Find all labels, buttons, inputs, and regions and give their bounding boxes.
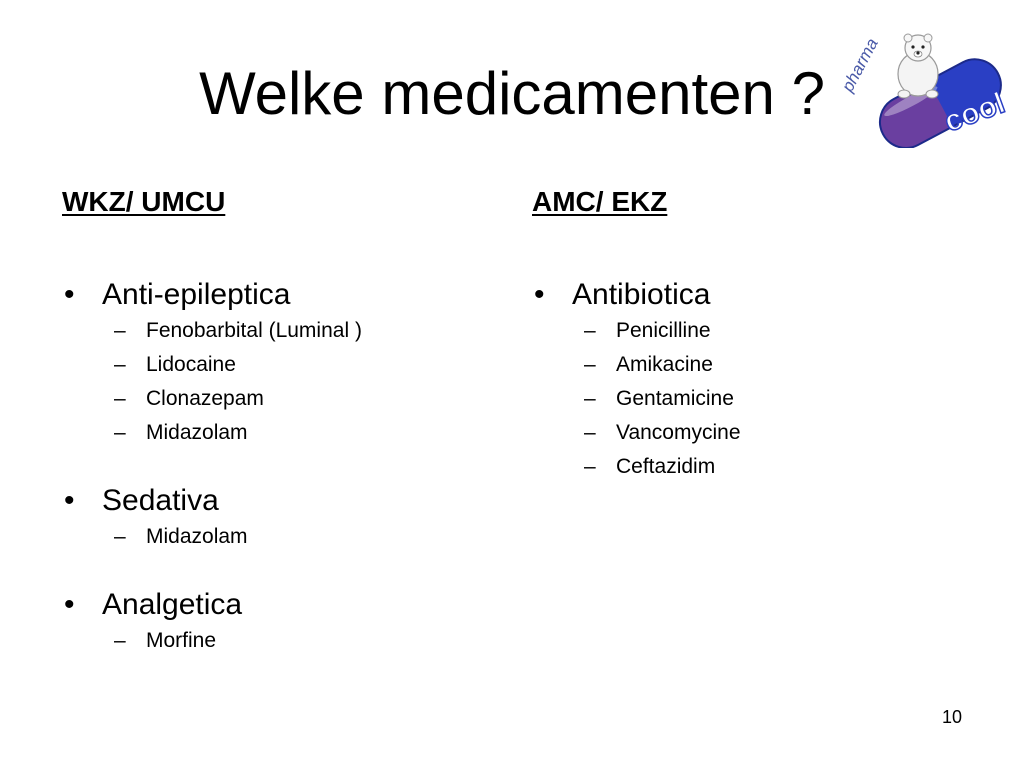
bullet-icon: • (64, 588, 75, 621)
dash-icon: – (114, 353, 126, 376)
dash-icon: – (114, 525, 126, 548)
group-anti-epileptica (62, 276, 362, 450)
list-item-label: Vancomycine (616, 421, 741, 444)
dash-icon: – (114, 629, 126, 652)
column-wkz-umcu (62, 184, 362, 690)
bullet-label: Sedativa (102, 484, 219, 517)
list-item-label: Lidocaine (146, 353, 236, 376)
sub-list (62, 520, 362, 554)
list-item-label: Gentamicine (616, 387, 734, 410)
bullet-icon: • (64, 278, 75, 311)
bullet-icon: • (64, 484, 75, 517)
dash-icon: – (114, 387, 126, 410)
bullet-item (62, 586, 362, 624)
list-item (62, 520, 362, 554)
pharmacool-logo (836, 28, 1016, 148)
list-item (532, 348, 741, 382)
column-amc-ekz (532, 184, 741, 516)
bullet-label: Antibiotica (572, 278, 711, 311)
dash-icon: – (584, 319, 596, 342)
list-item (532, 314, 741, 348)
sub-list (62, 624, 362, 658)
list-item (532, 450, 741, 484)
sub-list (532, 314, 741, 484)
bullet-item (532, 276, 741, 314)
bullet-icon: • (534, 278, 545, 311)
list-item (62, 416, 362, 450)
list-item-label: Amikacine (616, 353, 713, 376)
list-item-label: Midazolam (146, 421, 248, 444)
sub-list (62, 314, 362, 450)
list-item (532, 416, 741, 450)
list-item (62, 624, 362, 658)
list-item-label: Ceftazidim (616, 455, 716, 478)
list-item-label: Penicilline (616, 319, 711, 342)
dash-icon: – (584, 455, 596, 478)
list-item (62, 348, 362, 382)
page-number: 10 (941, 707, 962, 727)
column-heading: AMC/ EKZ (532, 186, 668, 217)
dash-icon: – (584, 387, 596, 410)
bullet-item (62, 482, 362, 520)
dash-icon: – (584, 421, 596, 444)
logo-text-pharma: pharma (838, 35, 882, 95)
bullet-label: Anti-epileptica (102, 278, 291, 311)
bullet-item (62, 276, 362, 314)
list-item (532, 382, 741, 416)
dash-icon: – (114, 319, 126, 342)
logo-text-cool: cool (940, 86, 1010, 139)
list-item-label: Clonazepam (146, 387, 264, 410)
group-sedativa (62, 482, 362, 554)
list-item (62, 314, 362, 348)
dash-icon: – (584, 353, 596, 376)
dash-icon: – (114, 421, 126, 444)
group-analgetica (62, 586, 362, 658)
group-antibiotica (532, 276, 741, 484)
bullet-label: Analgetica (102, 588, 243, 621)
list-item-label: Morfine (146, 629, 217, 652)
slide-title: Welke medicamenten ? (199, 60, 825, 127)
list-item-label: Midazolam (146, 525, 248, 548)
list-item-label: Fenobarbital (Luminal ) (146, 319, 362, 342)
column-heading: WKZ/ UMCU (62, 186, 226, 217)
list-item (62, 382, 362, 416)
